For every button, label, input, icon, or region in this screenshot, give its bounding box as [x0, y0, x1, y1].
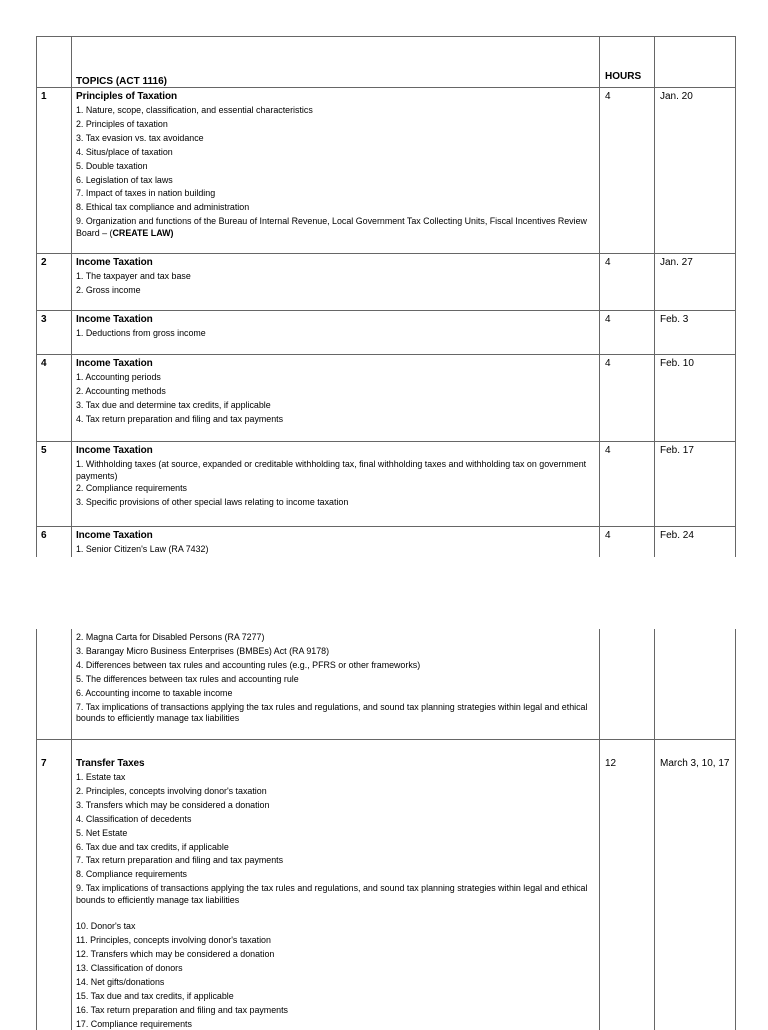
topic-title: Income Taxation: [76, 314, 153, 325]
list-item: 1. Senior Citizen's Law (RA 7432): [76, 544, 209, 554]
list-item: 2. Gross income: [76, 284, 141, 295]
hours-cell: 4: [600, 254, 655, 310]
table-row: [37, 527, 735, 557]
row-number: 1: [37, 88, 72, 253]
list-item: 1. Accounting periods: [76, 372, 161, 382]
list-item: 7. Impact of taxes in nation building: [76, 188, 216, 199]
date-cell: Feb. 3: [660, 314, 689, 325]
row-number: 4: [37, 355, 72, 441]
list-item: 1. Nature, scope, classification, and essential characteristics: [76, 105, 313, 115]
list-item: 4. Situs/place of taxation: [76, 146, 173, 157]
list-item: 6. Tax due and tax credits, if applicable: [76, 841, 229, 852]
syllabus-table-page-1: [36, 36, 736, 557]
row-number: 2: [37, 254, 72, 310]
list-item: 2. Principles of taxation: [76, 118, 168, 129]
list-item: 15. Tax due and tax credits, if applicable: [76, 990, 234, 1001]
topic-title: Transfer Taxes: [76, 758, 145, 769]
date-cell: Feb. 10: [660, 358, 694, 369]
list-item: 5. Double taxation: [76, 160, 148, 171]
list-item: 1. Deductions from gross income: [76, 328, 206, 338]
list-item: 2. Accounting methods: [76, 385, 166, 396]
list-item: 7. Tax implications of transactions applying the tax rules and regulations, and sound tax planning strategies within legal and ethical bounds to efficiently manage tax liabilities: [76, 701, 588, 724]
table-header-row: [37, 37, 735, 88]
table-row: [37, 254, 735, 311]
row-number: 5: [37, 442, 72, 526]
table-row: [37, 740, 735, 1030]
hours-cell: 4: [600, 88, 655, 253]
list-item: 8. Compliance requirements: [76, 869, 187, 880]
topic-title: Income Taxation: [76, 530, 153, 541]
list-item: 2. Compliance requirements: [76, 483, 187, 493]
table-row: [37, 311, 735, 355]
list-item: 12. Transfers which may be considered a donation: [76, 949, 275, 960]
list-item: 5. Net Estate: [76, 827, 128, 838]
hours-cell: 12: [600, 740, 655, 1030]
list-item: 6. Legislation of tax laws: [76, 174, 173, 185]
hours-header: HOURS: [605, 71, 642, 82]
list-item: 8. Ethical tax compliance and administration: [76, 202, 250, 213]
topic-title: Income Taxation: [76, 257, 153, 268]
create-law-label: CREATE LAW): [112, 227, 174, 238]
list-item: 10. Donor's tax: [76, 921, 136, 932]
list-item: 3. Barangay Micro Business Enterprises (BMBEs) Act (RA 9178): [76, 645, 330, 656]
list-item: 3. Specific provisions of other special laws relating to income taxation: [76, 496, 349, 507]
list-item: 16. Tax return preparation and filing and tax payments: [76, 1004, 288, 1015]
topics-header: TOPICS (ACT 1116): [76, 76, 167, 87]
list-item-text: 9. Organization and functions of the Bureau of Internal Revenue, Local Government Tax Collecting Units, Fiscal Incentives Review Board – (: [76, 216, 587, 238]
list-item: 17. Compliance requirements: [76, 1018, 192, 1029]
list-item: 2. Magna Carta for Disabled Persons (RA 7277): [76, 632, 265, 642]
date-cell: Jan. 20: [660, 91, 693, 102]
topic-title: Principles of Taxation: [76, 91, 177, 102]
table-row: [37, 442, 735, 527]
list-item: 2. Principles, concepts involving donor's taxation: [76, 785, 267, 796]
table-row: [37, 629, 735, 740]
row-number: 6: [37, 527, 72, 557]
topic-title: Income Taxation: [76, 358, 153, 369]
list-item: 1. Withholding taxes (at source, expanded or creditable withholding tax, final withholding taxes and withholding tax on government payments): [76, 459, 587, 481]
list-item: 3. Tax due and determine tax credits, if applicable: [76, 399, 271, 410]
list-item: [76, 215, 595, 239]
hours-cell: 4: [600, 442, 655, 526]
date-cell: Feb. 24: [660, 530, 694, 541]
hours-cell: 4: [600, 311, 655, 354]
list-item: 11. Principles, concepts involving donor's taxation: [76, 935, 271, 946]
list-item: 4. Classification of decedents: [76, 813, 192, 824]
list-item: 3. Transfers which may be considered a donation: [76, 799, 270, 810]
syllabus-table-page-2: [36, 629, 736, 1030]
list-item: 5. The differences between tax rules and accounting rule: [76, 673, 299, 684]
list-item: 9. Tax implications of transactions applying the tax rules and regulations, and sound tax planning strategies within legal and ethical bounds to efficiently manage tax liabilities: [76, 883, 588, 905]
list-item: 6. Accounting income to taxable income: [76, 687, 233, 698]
list-item: 3. Tax evasion vs. tax avoidance: [76, 132, 204, 143]
table-row: [37, 88, 735, 254]
date-cell: Jan. 27: [660, 257, 693, 268]
list-item: 4. Tax return preparation and filing and tax payments: [76, 413, 284, 424]
list-item: 4. Differences between tax rules and accounting rules (e.g., PFRS or other frameworks): [76, 659, 421, 670]
list-item: 7. Tax return preparation and filing and tax payments: [76, 855, 284, 866]
date-cell: Feb. 17: [660, 445, 694, 456]
table-row: [37, 355, 735, 442]
topic-title: Income Taxation: [76, 445, 153, 456]
hours-cell: 4: [600, 355, 655, 441]
date-cell: March 3, 10, 17: [660, 758, 730, 769]
row-number: 3: [37, 311, 72, 354]
row-number: 7: [37, 740, 72, 1030]
list-item: 1. Estate tax: [76, 772, 126, 782]
hours-cell: 4: [600, 527, 655, 557]
list-item: 1. The taxpayer and tax base: [76, 271, 191, 281]
list-item: 14. Net gifts/donations: [76, 976, 165, 987]
list-item: 13. Classification of donors: [76, 962, 183, 973]
